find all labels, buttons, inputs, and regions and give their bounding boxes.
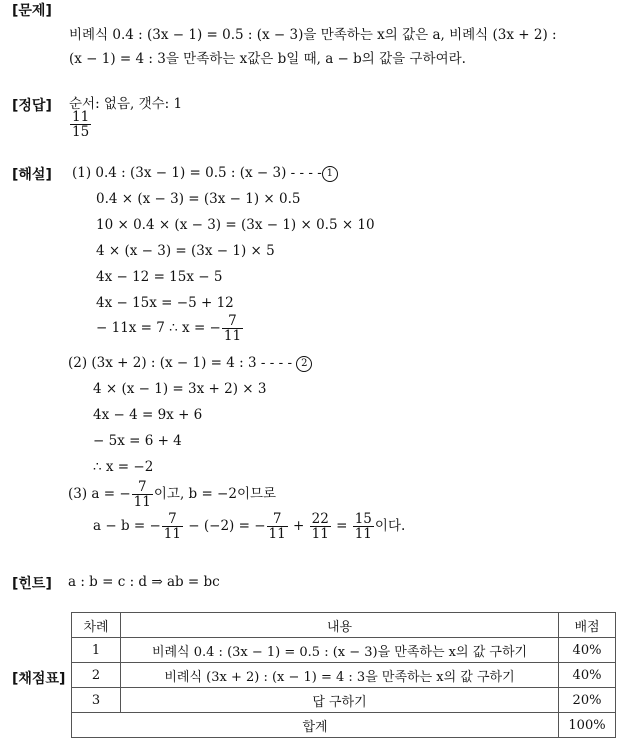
fraction-denominator: 11 [223,328,242,345]
step-3-text: 이고, b = −2이므로 [153,486,277,503]
step-1-equation: (1) 0.4 : (3x − 1) = 0.5 : (x − 3) - - - - [72,165,322,181]
problem-label: [문제] [12,3,52,19]
hint-text: a : b = c : d ⇒ ab = bc [68,574,220,590]
step-2-line-4: ∴ x = −2 [93,459,154,475]
table-row [72,663,616,688]
solution-label: [해설] [12,167,52,183]
step-1-line-3: 4 × (x − 3) = (3x − 1) × 5 [96,243,275,259]
fraction-numerator: 7 [132,480,153,495]
answer-denominator: 15 [72,124,90,141]
row-content: 답 구하기 [121,688,559,713]
step-3-text: 이다. [374,518,406,535]
rubric-table [71,612,616,738]
solution-step-1-head [72,164,338,182]
row-score: 40% [559,638,616,663]
hint-label: [힌트] [12,576,52,592]
header-score: 배점 [559,613,616,638]
header-content: 내용 [121,613,559,638]
row-order: 1 [72,638,121,663]
row-score: 20% [559,688,616,713]
problem-line-1: 비례식 0.4 : (3x − 1) = 0.5 : (x − 3)을 만족하는 x의 값은 a, 비례식 (3x + 2) : [69,27,557,43]
header-order: 차례 [72,613,121,638]
fraction-numerator: 22 [311,511,329,527]
fraction-numerator: 15 [354,511,372,527]
fraction-denominator: 11 [133,494,151,511]
step-1-line-2: 10 × 0.4 × (x − 3) = (3x − 1) × 0.5 × 10 [96,217,375,233]
table-total-row [72,713,616,738]
answer-meta: 순서: 없음, 갯수: 1 [69,96,183,112]
step-2-line-1: 4 × (x − 1) = 3x + 2) × 3 [93,381,267,397]
problem-line-2: (x − 1) = 4 : 3을 만족하는 x값은 b일 때, a − b의 값을 구하여라. [69,51,466,67]
equals-sign: = [336,518,348,535]
total-label: 합계 [72,713,559,738]
solution-step-3-head [68,480,276,509]
row-order: 2 [72,663,121,688]
row-content: 비례식 0.4 : (3x − 1) = 0.5 : (x − 3)을 만족하는 x의 값 구하기 [121,638,559,663]
rubric-label: [채점표] [12,671,66,687]
fraction-numerator: 7 [222,314,243,329]
fraction-denominator: 11 [268,526,286,543]
fraction-denominator: 11 [354,526,372,543]
table-row [72,688,616,713]
row-order: 3 [72,688,121,713]
step-2-line-3: − 5x = 6 + 4 [93,433,182,449]
step-1-line-4: 4x − 12 = 15x − 5 [96,269,223,285]
fraction-denominator: 11 [311,526,329,543]
plus-sign: + [293,518,305,535]
row-content: 비례식 (3x + 2) : (x − 1) = 4 : 3을 만족하는 x의 값 구하기 [121,663,559,688]
step-2-line-2: 4x − 4 = 9x + 6 [93,407,203,423]
fraction-numerator: 7 [162,512,183,527]
step-1-line-5: 4x − 15x = −5 + 12 [96,295,234,311]
step-1-result [96,314,244,343]
table-header-row [72,613,616,638]
answer-fraction [69,110,92,139]
step-3-text: a − b = − [93,518,161,535]
answer-numerator: 11 [72,109,90,125]
circled-number-1: 1 [322,166,338,182]
step-1-result-text: − 11x = 7 ∴ x = − [96,320,221,337]
fraction-denominator: 11 [163,526,181,543]
table-row [72,638,616,663]
step-3-text: − (−2) = − [188,518,266,535]
answer-label: [정답] [12,98,52,114]
solution-step-2-head [68,354,312,372]
step-3-text: (3) a = − [68,486,131,503]
step-2-equation: (2) (3x + 2) : (x − 1) = 4 : 3 - - - - [68,355,293,371]
row-score: 40% [559,663,616,688]
step-3-result [93,512,405,541]
total-score: 100% [559,713,616,738]
fraction-numerator: 7 [267,512,288,527]
circled-number-2: 2 [296,356,312,372]
step-1-line-1: 0.4 × (x − 3) = (3x − 1) × 0.5 [96,191,301,207]
